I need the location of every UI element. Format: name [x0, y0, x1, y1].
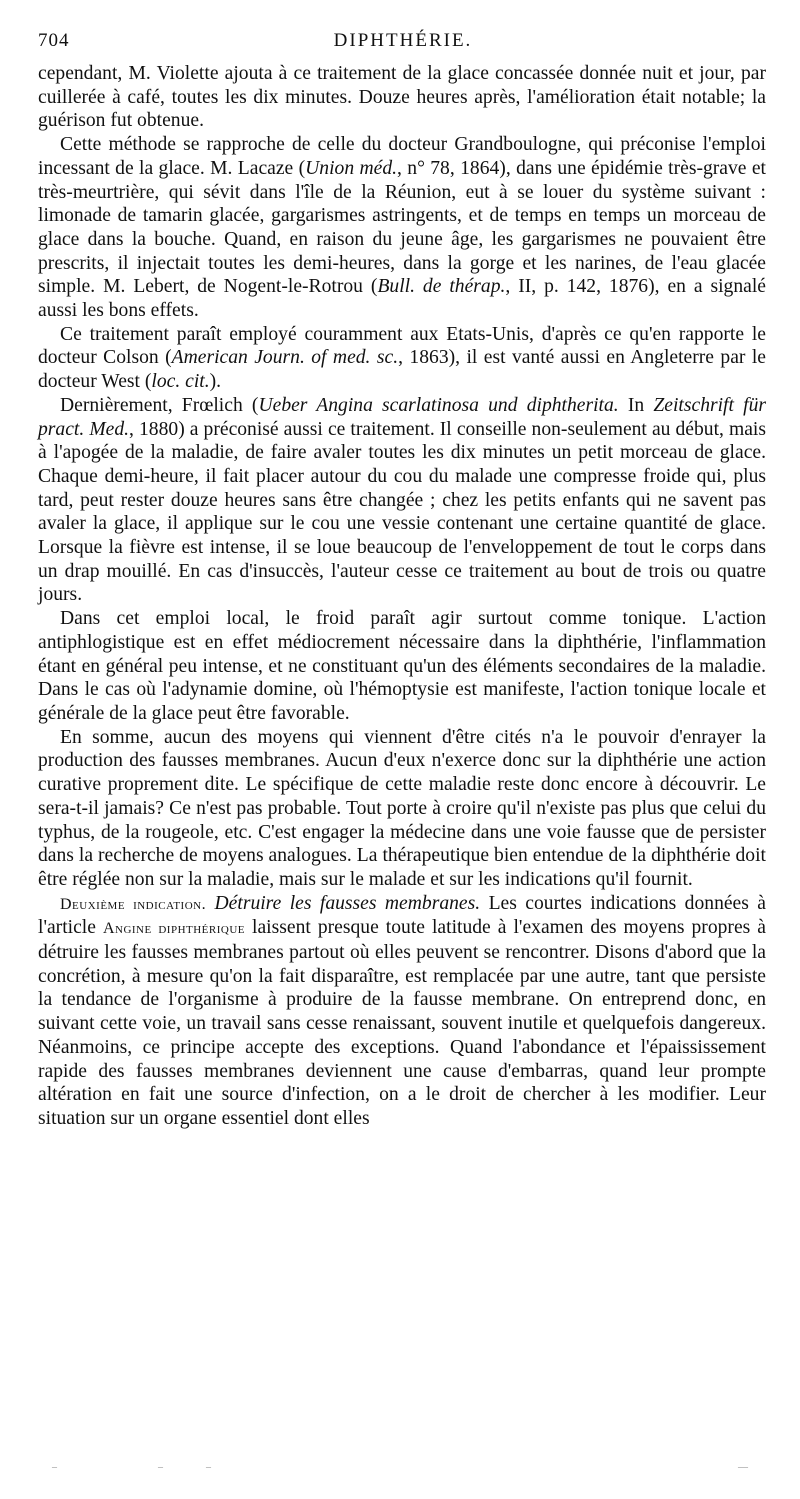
paragraph-3	[38, 323, 766, 394]
text-run: Les courtes indications données à l'article	[38, 892, 766, 939]
print-mark: –	[206, 1462, 211, 1473]
running-title: DIPHTHÉRIE.	[333, 30, 473, 51]
paragraph-6	[38, 726, 766, 892]
print-mark: ––	[738, 1462, 748, 1473]
citation-title: Union méd.	[305, 157, 398, 179]
paragraph-5-text: Dans cet emploi local, le froid paraît agir surtout comme tonique. L'action antiphlogistique est en effet médiocrement nécessaire dans la diphthérie, l'inflammation étant en général peu intense, et ne constituant qu'un des éléments secondaires de la maladie. Dans le cas où l'adynamie domine, où l'hémoptysie est manifeste, l'action tonique locale et générale de la glace peut être favorable.	[38, 608, 766, 724]
paragraph-1-text: cependant, M. Violette ajouta à ce traitement de la glace concassée donnée nuit et jour, par cuillerée à café, toutes les dix minutes. Douze heures après, l'amélioration était notable; la guérison fut obtenue.	[38, 63, 766, 132]
text-run: , II, p. 142, 1876), en a signalé aussi les bons effets.	[38, 276, 766, 322]
citation-title: Ueber Angina scarlatinosa und diphtherita.	[258, 394, 619, 416]
print-mark: –	[158, 1462, 163, 1473]
article-reference: Angine diphthérique	[102, 920, 246, 938]
text-run: , n° 78, 1864), dans une épidémie très-grave et très-meurtrière, qui sévit dans l'île de la Réunion, eut à se louer du système suivant : limonade de tamarin glacée, gargarismes astringents, et de temps en temps un morceau de glace dans la bouche. Quand, en raison du jeune âge, les gargarismes ne pouvaient être prescrits, il injectait toutes les demi-heures, dans la gorge et les narines, de l'eau glacée simple. M. Lebert, de Nogent-le-Rotrou (	[38, 157, 766, 298]
citation-title: Bull. de thérap.	[377, 276, 506, 298]
body-text	[38, 62, 766, 1131]
section-heading: Deuxième indication.	[60, 895, 207, 913]
text-run: ).	[209, 371, 222, 393]
paragraph-7	[38, 892, 766, 1131]
text-run: Ce traitement paraît employé couramment aux Etats-Unis, d'après ce qu'en rapporte le docteur Colson (	[38, 323, 766, 369]
text-run	[206, 893, 214, 914]
print-mark: –	[52, 1462, 57, 1473]
page-header	[38, 30, 768, 56]
paragraph-2	[38, 133, 766, 323]
citation-title: loc. cit.	[151, 371, 210, 393]
paragraph-4	[38, 394, 766, 607]
text-run: , 1880) a préconisé aussi ce traitement. Il conseille non-seulement au début, mais à l'apogée de la maladie, de faire avaler toutes les dix minutes un petit morceau de glace. Chaque demi-heure, il fait placer autour du cou du malade une compresse froide qui, plus tard, peut rester douze heures sans être changée ; chez les petits enfants qui ne savent pas avaler la glace, il applique sur le cou une vessie contenant une certaine quantité de glace. Lorsque la fièvre est intense, il se loue beaucoup de l'enveloppement de tout le corps dans un drap mouillé. En cas d'insuccès, l'auteur cesse ce traitement au bout de trois ou quatre jours.	[38, 418, 766, 606]
citation-title: American Journ. of med. sc.	[171, 347, 399, 369]
paragraph-5	[38, 607, 766, 726]
page-number: 704	[38, 30, 70, 51]
paragraph-6-text: En somme, aucun des moyens qui viennent d'être cités n'a le pouvoir d'enrayer la production des fausses membranes. Aucun d'eux n'exerce donc sur la diphthérie une action curative proprement dite. Le spécifique de cette maladie reste donc encore à découvrir. Le sera-t-il jamais? Ce n'est pas probable. Tout porte à croire qu'il n'existe pas plus que celui du typhus, de la rougeole, etc. C'est engager la médecine dans une voie fausse que de persister dans la recherche de moyens analogues. La thérapeutique bien entendue de la diphthérie doit être réglée non sur la maladie, mais sur le malade et sur les indications qu'il fournit.	[38, 726, 766, 890]
citation-title: Zeitschrift für pract. Med.	[38, 394, 766, 440]
text-run: laissent presque toute latitude à l'examen des moyens propres à détruire les fausses membranes partout où elles peuvent se rencontrer. Disons d'abord que la concrétion, à mesure qu'on la fait disparaître, est remplacée par une autre, tant que persiste la tendance de l'organisme à produire de la fausse membrane. On entreprend donc, en suivant cette voie, un travail sans cesse renaissant, souvent inutile et quelquefois dangereux. Néanmoins, ce principe accepte des exceptions. Quand l'abondance et l'épaississement rapide des fausses membranes deviennent une cause d'embarras, quand leur prompte altération en fait une source d'infection, on a le droit de chercher à les modifier. Leur situation sur un organe essentiel dont elles	[38, 917, 766, 1129]
text-run: , 1863), il est vanté aussi en Angleterre par le docteur West (	[38, 347, 766, 393]
text-run: Dernièrement, Frœlich (	[60, 394, 259, 416]
text-run: In	[618, 394, 654, 416]
section-subtitle: Détruire les fausses membranes.	[214, 892, 481, 914]
paragraph-1	[38, 62, 766, 133]
print-marks	[38, 1462, 768, 1473]
text-run: Cette méthode se rapproche de celle du docteur Grandboulogne, qui préconise l'emploi incessant de la glace. M. Lacaze (	[38, 134, 766, 179]
